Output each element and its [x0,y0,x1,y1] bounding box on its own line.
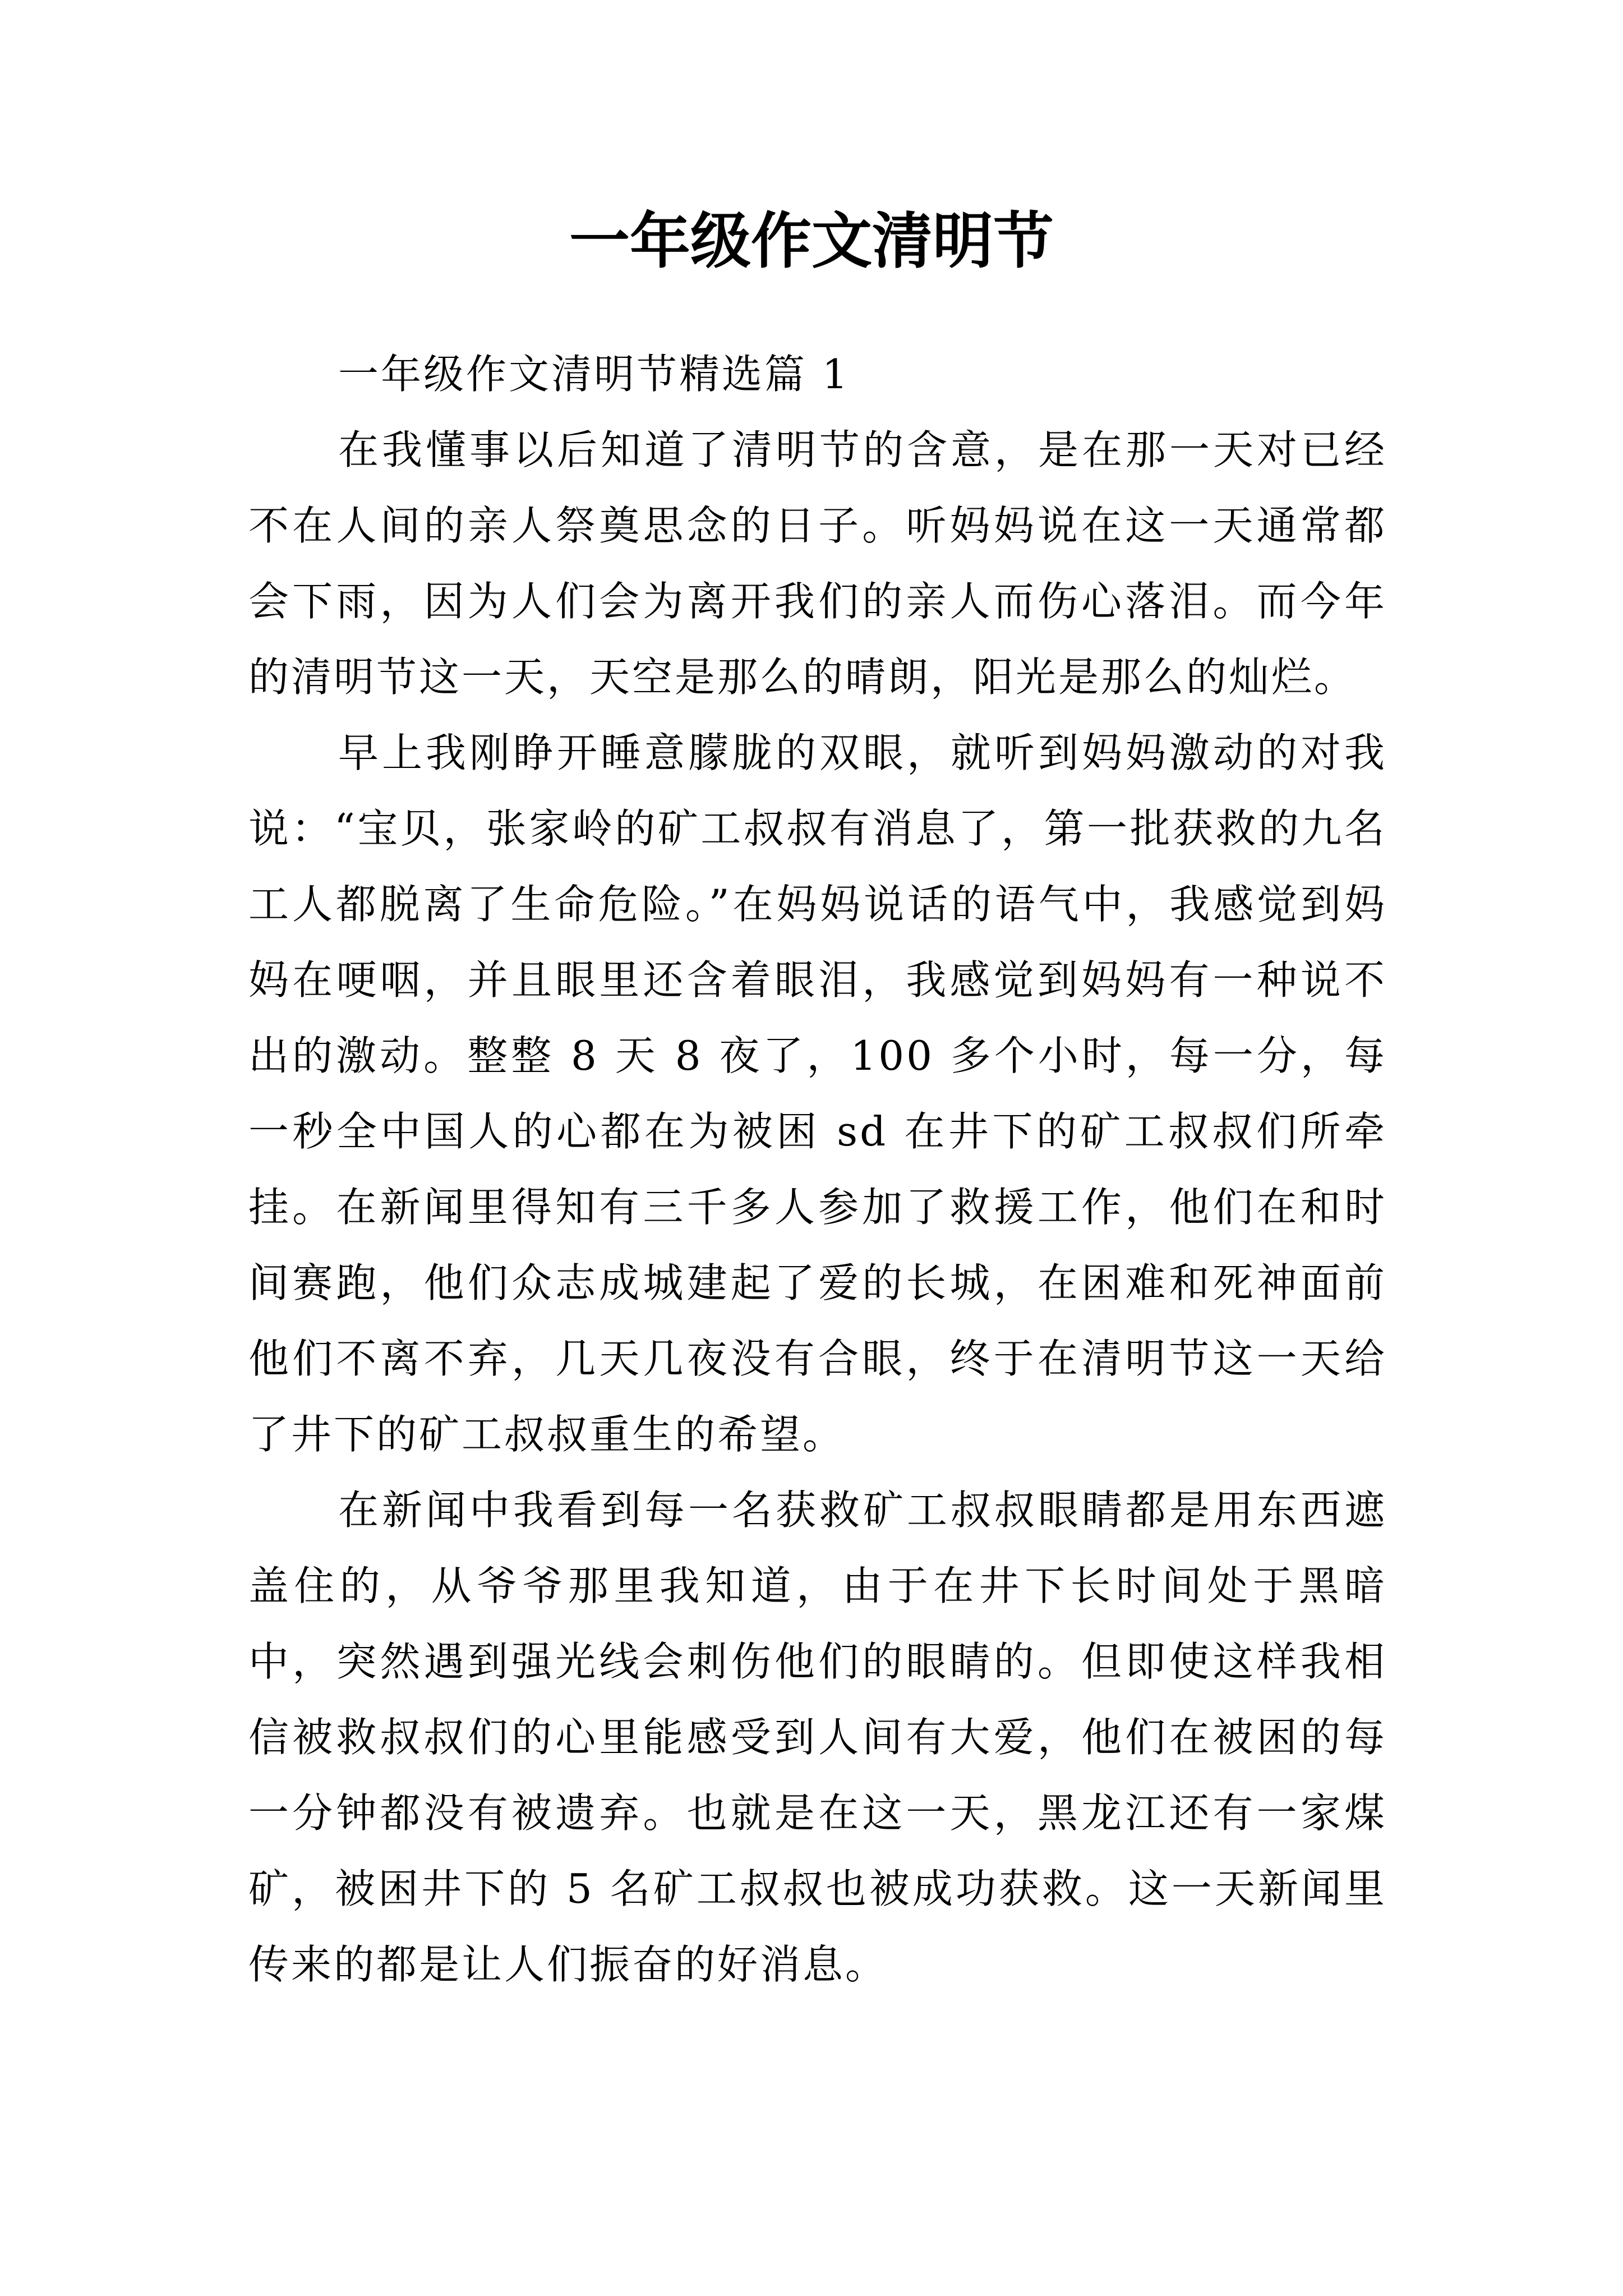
paragraph-3: 在新闻中我看到每一名获救矿工叔叔眼睛都是用东西遮盖住的，从爷爷那里我知道，由于在井下长时间处于黑暗中，突然遇到强光线会刺伤他们的眼睛的。但即使这样我相信被救叔叔们的心里能感受到人间有大爱，他们在被困的每一分钟都没有被遗弃。也就是在这一天，黑龙江还有一家煤矿，被困井下的 5 名矿工叔叔也被成功获救。这一天新闻里传来的都是让人们振奋的好消息。 [248,1487,1387,1988]
document-title: 一年级作文清明节 [569,206,1054,277]
paragraph-2: 早上我刚睁开睡意朦胧的双眼，就听到妈妈激动的对我说：“宝贝，张家岭的矿工叔叔有消息了，第一批获救的九名工人都脱离了生命危险。”在妈妈说话的语气中，我感觉到妈妈在哽咽，并且眼里还含着眼泪，我感觉到妈妈有一种说不出的激动。整整 8 天 8 夜了，100 多个小时，每一分，每一秒全中国人的心都在为被困 sd 在井下的矿工叔叔们所牵挂。在新闻里得知有三千多人参加了救援工作，他们在和时间赛跑，他们众志成城建起了爱的长城，在困难和死神面前他们不离不弃，几天几夜没有合眼，终于在清明节这一天给了井下的矿工叔叔重生的希望。 [248,729,1387,1458]
paragraph-1: 在我懂事以后知道了清明节的含意，是在那一天对已经不在人间的亲人祭奠思念的日子。听妈妈说在这一天通常都会下雨，因为人们会为离开我们的亲人而伤心落泪。而今年的清明节这一天，天空是那么的晴朗，阳光是那么的灿烂。 [248,426,1387,701]
section-heading: 一年级作文清明节精选篇 1 [338,351,850,398]
document-body [248,337,1387,2003]
